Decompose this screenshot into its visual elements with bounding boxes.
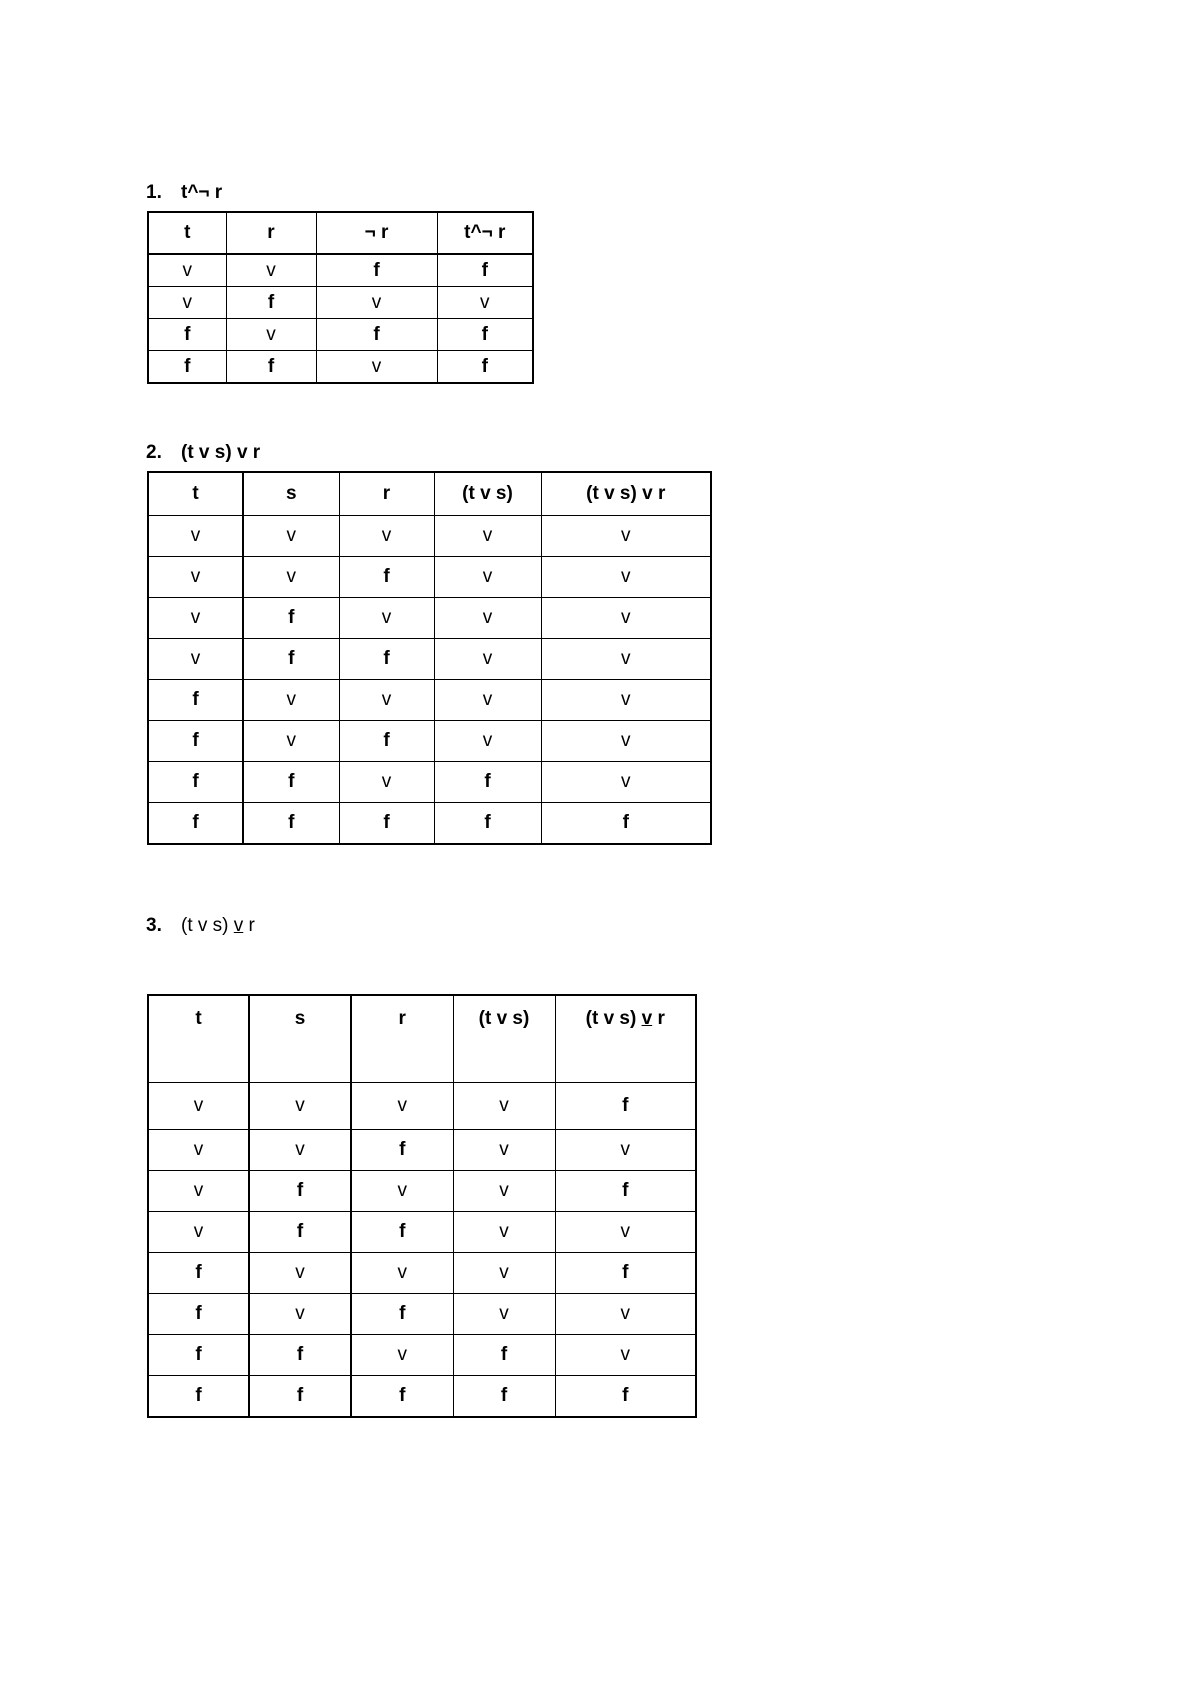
table-cell: v	[249, 1083, 351, 1130]
table-cell: f	[148, 1376, 249, 1418]
table-cell: f	[316, 254, 437, 287]
table-cell: f	[339, 639, 434, 680]
table-cell: v	[541, 598, 711, 639]
table-cell: v	[226, 254, 316, 287]
table-cell: v	[148, 1130, 249, 1171]
table-header-row	[148, 472, 711, 516]
table-cell: v	[434, 680, 541, 721]
table-cell: v	[453, 1171, 555, 1212]
table-cell: f	[555, 1083, 696, 1130]
table-cell: v	[148, 287, 226, 319]
table-cell: f	[437, 254, 533, 287]
table-cell: v	[148, 598, 243, 639]
truth-table-2	[147, 471, 712, 845]
table-cell: f	[555, 1376, 696, 1418]
table-cell: v	[555, 1212, 696, 1253]
table-cell: f	[434, 803, 541, 845]
table-cell: f	[437, 319, 533, 351]
table-cell: f	[243, 598, 339, 639]
table-cell: v	[351, 1253, 453, 1294]
table-cell: f	[437, 351, 533, 384]
table-cell: v	[541, 721, 711, 762]
header-cell: (t v s)	[453, 995, 555, 1083]
table-cell: f	[351, 1130, 453, 1171]
exclusive-or-operator: v	[641, 1008, 653, 1029]
table-cell: f	[351, 1376, 453, 1418]
table-cell: v	[148, 1212, 249, 1253]
table-cell: v	[249, 1130, 351, 1171]
header-cell: t	[148, 472, 243, 516]
table-row	[148, 1130, 696, 1171]
table-cell: f	[148, 680, 243, 721]
exercise-1-heading	[146, 181, 222, 205]
table-cell: v	[148, 254, 226, 287]
table-cell: v	[453, 1083, 555, 1130]
header-cell: (t v s) v r	[541, 472, 711, 516]
table-cell: f	[249, 1212, 351, 1253]
table-cell: f	[434, 762, 541, 803]
table-cell: f	[226, 287, 316, 319]
table-header-row	[148, 995, 696, 1083]
table-cell: f	[351, 1212, 453, 1253]
table-cell: v	[555, 1294, 696, 1335]
table-cell: f	[226, 351, 316, 384]
table-row	[148, 516, 711, 557]
exercise-number: 2.	[146, 442, 162, 463]
table-cell: v	[434, 557, 541, 598]
table-cell: v	[249, 1253, 351, 1294]
exercise-3-heading	[146, 914, 255, 938]
table-row	[148, 351, 533, 384]
table-cell: v	[243, 680, 339, 721]
table-row	[148, 1294, 696, 1335]
table-cell: v	[351, 1335, 453, 1376]
table-cell: v	[243, 721, 339, 762]
table-cell: v	[226, 319, 316, 351]
exercise-number: 1.	[146, 182, 162, 203]
header-cell: t	[148, 212, 226, 254]
table-cell: f	[453, 1376, 555, 1418]
table-cell: v	[453, 1294, 555, 1335]
table-row	[148, 1212, 696, 1253]
table-cell: v	[453, 1253, 555, 1294]
exercise-2-heading	[146, 441, 260, 465]
table-row	[148, 287, 533, 319]
table-cell: v	[541, 762, 711, 803]
table-row	[148, 557, 711, 598]
table-cell: v	[434, 516, 541, 557]
table-cell: f	[243, 762, 339, 803]
table-cell: v	[148, 1083, 249, 1130]
header-cell	[555, 995, 696, 1083]
table-cell: v	[351, 1083, 453, 1130]
table-cell: f	[555, 1171, 696, 1212]
table-cell: v	[339, 516, 434, 557]
formula-suffix: r	[243, 915, 255, 936]
table-row	[148, 1335, 696, 1376]
table-cell: f	[249, 1376, 351, 1418]
table-cell: f	[351, 1294, 453, 1335]
table-cell: v	[339, 680, 434, 721]
table-cell: f	[148, 1294, 249, 1335]
table-header-row	[148, 212, 533, 254]
table-cell: f	[148, 1335, 249, 1376]
table-cell: f	[339, 721, 434, 762]
table-cell: v	[437, 287, 533, 319]
header-cell: t^¬ r	[437, 212, 533, 254]
header-cell: s	[243, 472, 339, 516]
table-row	[148, 1376, 696, 1418]
table-cell: v	[243, 516, 339, 557]
table-cell: v	[351, 1171, 453, 1212]
table-cell: f	[148, 803, 243, 845]
table-cell: v	[434, 721, 541, 762]
header-prefix: (t v s)	[585, 1008, 642, 1029]
table-cell: f	[339, 803, 434, 845]
table-row	[148, 1171, 696, 1212]
exercise-number: 3.	[146, 915, 162, 936]
table-cell: v	[541, 680, 711, 721]
table-cell: f	[249, 1171, 351, 1212]
header-cell: r	[339, 472, 434, 516]
table-cell: v	[148, 557, 243, 598]
table-cell: v	[453, 1130, 555, 1171]
header-cell: t	[148, 995, 249, 1083]
table-row	[148, 803, 711, 845]
table-cell: v	[555, 1335, 696, 1376]
header-cell: r	[351, 995, 453, 1083]
table-cell: v	[148, 1171, 249, 1212]
table-cell: v	[243, 557, 339, 598]
truth-table-3	[147, 994, 697, 1418]
table-cell: v	[541, 557, 711, 598]
table-row	[148, 1253, 696, 1294]
table-row	[148, 319, 533, 351]
table-cell: f	[453, 1335, 555, 1376]
exclusive-or-operator: v	[233, 915, 244, 936]
table-cell: f	[249, 1335, 351, 1376]
table-cell: v	[339, 598, 434, 639]
table-cell: f	[148, 351, 226, 384]
header-cell: r	[226, 212, 316, 254]
table-row	[148, 1083, 696, 1130]
formula-prefix: (t v s)	[181, 915, 234, 936]
table-cell: v	[339, 762, 434, 803]
table-cell: f	[148, 721, 243, 762]
table-cell: f	[148, 762, 243, 803]
table-cell: f	[243, 639, 339, 680]
table-cell: v	[316, 351, 437, 384]
table-row	[148, 598, 711, 639]
table-cell: v	[148, 516, 243, 557]
table-cell: v	[541, 639, 711, 680]
exercise-formula: (t v s) v r	[181, 442, 261, 463]
table-cell: f	[541, 803, 711, 845]
header-suffix: r	[652, 1008, 665, 1029]
table-cell: f	[316, 319, 437, 351]
table-cell: v	[148, 639, 243, 680]
table-cell: v	[249, 1294, 351, 1335]
table-row	[148, 254, 533, 287]
table-cell: v	[453, 1212, 555, 1253]
table-row	[148, 721, 711, 762]
header-cell: ¬ r	[316, 212, 437, 254]
table-cell: v	[434, 639, 541, 680]
table-row	[148, 680, 711, 721]
table-cell: v	[541, 516, 711, 557]
table-row	[148, 639, 711, 680]
table-cell: v	[555, 1130, 696, 1171]
truth-table-1	[147, 211, 534, 384]
table-cell: v	[434, 598, 541, 639]
table-cell: f	[148, 1253, 249, 1294]
table-cell: f	[339, 557, 434, 598]
table-cell: f	[555, 1253, 696, 1294]
table-cell: v	[316, 287, 437, 319]
exercise-formula	[181, 915, 255, 936]
table-row	[148, 762, 711, 803]
table-cell: f	[243, 803, 339, 845]
exercise-formula: t^¬ r	[181, 182, 223, 203]
header-cell: s	[249, 995, 351, 1083]
header-cell: (t v s)	[434, 472, 541, 516]
table-cell: f	[148, 319, 226, 351]
